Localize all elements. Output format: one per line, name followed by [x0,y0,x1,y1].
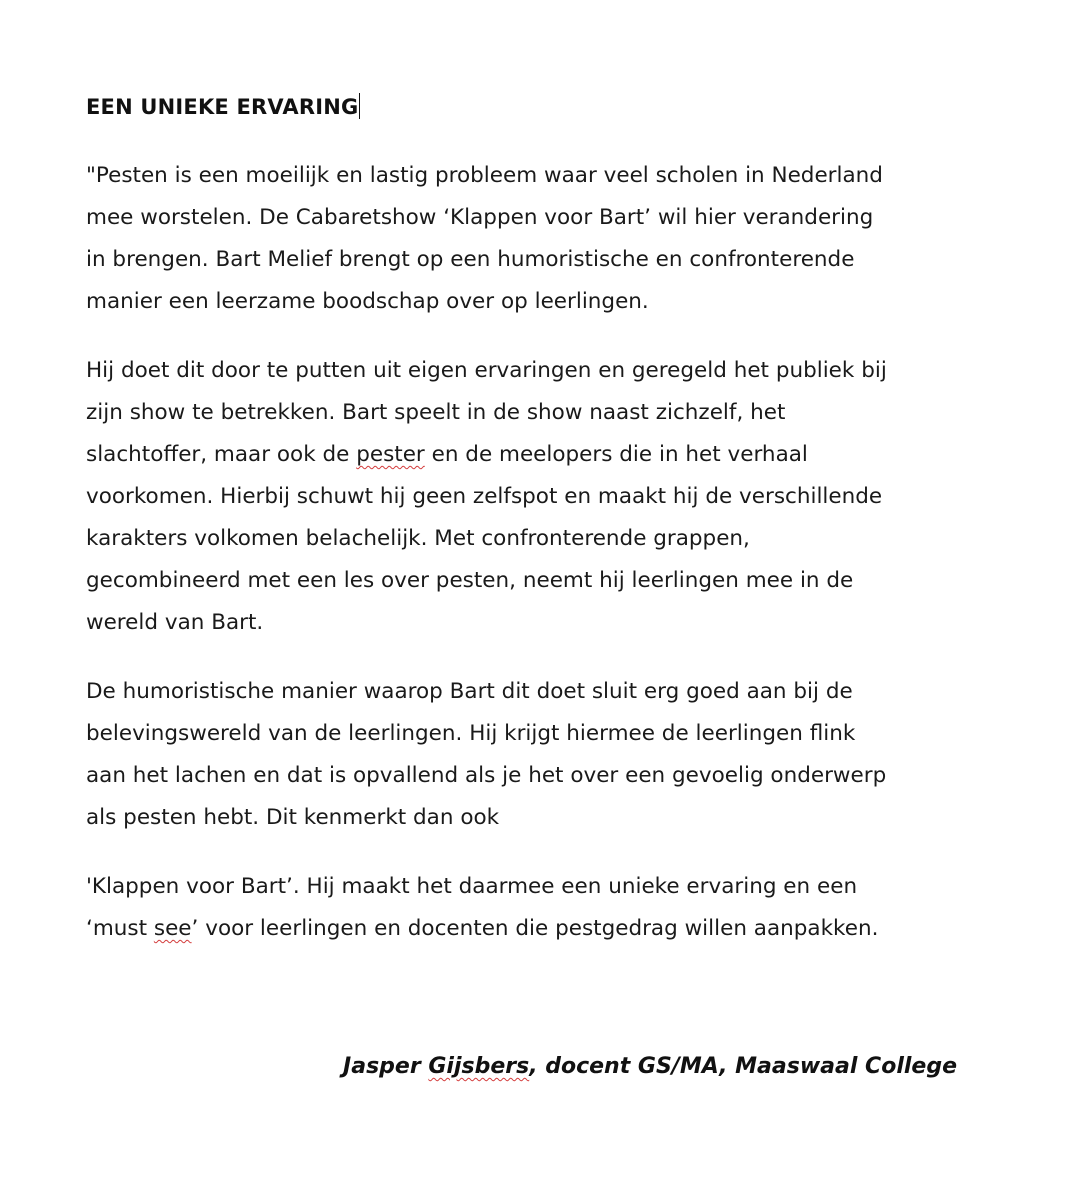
paragraph-line: zijn show te betrekken. Bart speelt in de show naast zichzelf, het [86,400,786,425]
paragraph-line: aan het lachen en dat is opvallend als je het over een gevoelig onderwerp [86,763,887,788]
line-text: en de meelopers die in het verhaal [424,442,808,467]
paragraph-line [86,434,966,476]
signature [343,1051,957,1083]
paragraph-1 [86,155,966,323]
paragraph-line: als pesten hebt. Dit kenmerkt dan ook [86,805,500,830]
paragraph-line: belevingswereld van de leerlingen. Hij krijgt hiermee de leerlingen flink [86,721,856,746]
paragraph-line: in brengen. Bart Melief brengt op een humoristische en confronterende [86,247,855,272]
paragraph-line: gecombineerd met een les over pesten, neemt hij leerlingen mee in de [86,568,854,593]
line-text: ‘must [86,916,154,941]
document-title-text: EEN UNIEKE ERVARING [86,95,359,119]
paragraph-4 [86,866,966,950]
spellcheck-flagged-word[interactable]: Gijsbers [428,1054,530,1079]
paragraph-line: wereld van Bart. [86,610,264,635]
spellcheck-flagged-word[interactable]: pester [356,442,425,467]
signature-text: , docent GS/MA, Maaswaal College [529,1054,957,1079]
paragraph-2 [86,350,966,644]
paragraph-line: voorkomen. Hierbij schuwt hij geen zelfspot en maakt hij de verschillende [86,484,883,509]
paragraph-line: 'Klappen voor Bart’. Hij maakt het daarmee een unieke ervaring en een [86,874,858,899]
signature-text: Jasper [343,1054,429,1079]
paragraph-line: "Pesten is een moeilijk en lastig probleem waar veel scholen in Nederland [86,163,883,188]
document-title [86,93,360,121]
paragraph-line: Hij doet dit door te putten uit eigen ervaringen en geregeld het publiek bij [86,358,887,383]
paragraph-3 [86,671,966,839]
line-text: slachtoffer, maar ook de [86,442,357,467]
paragraph-line: mee worstelen. De Cabaretshow ‘Klappen voor Bart’ wil hier verandering [86,205,874,230]
paragraph-line: manier een leerzame boodschap over op leerlingen. [86,289,649,314]
paragraph-line: karakters volkomen belachelijk. Met confronterende grappen, [86,526,750,551]
spellcheck-flagged-word[interactable]: see [153,916,192,941]
text-cursor [359,93,360,119]
paragraph-line [86,908,966,950]
line-text: ’ voor leerlingen en docenten die pestgedrag willen aanpakken. [191,916,879,941]
paragraph-line: De humoristische manier waarop Bart dit doet sluit erg goed aan bij de [86,679,853,704]
